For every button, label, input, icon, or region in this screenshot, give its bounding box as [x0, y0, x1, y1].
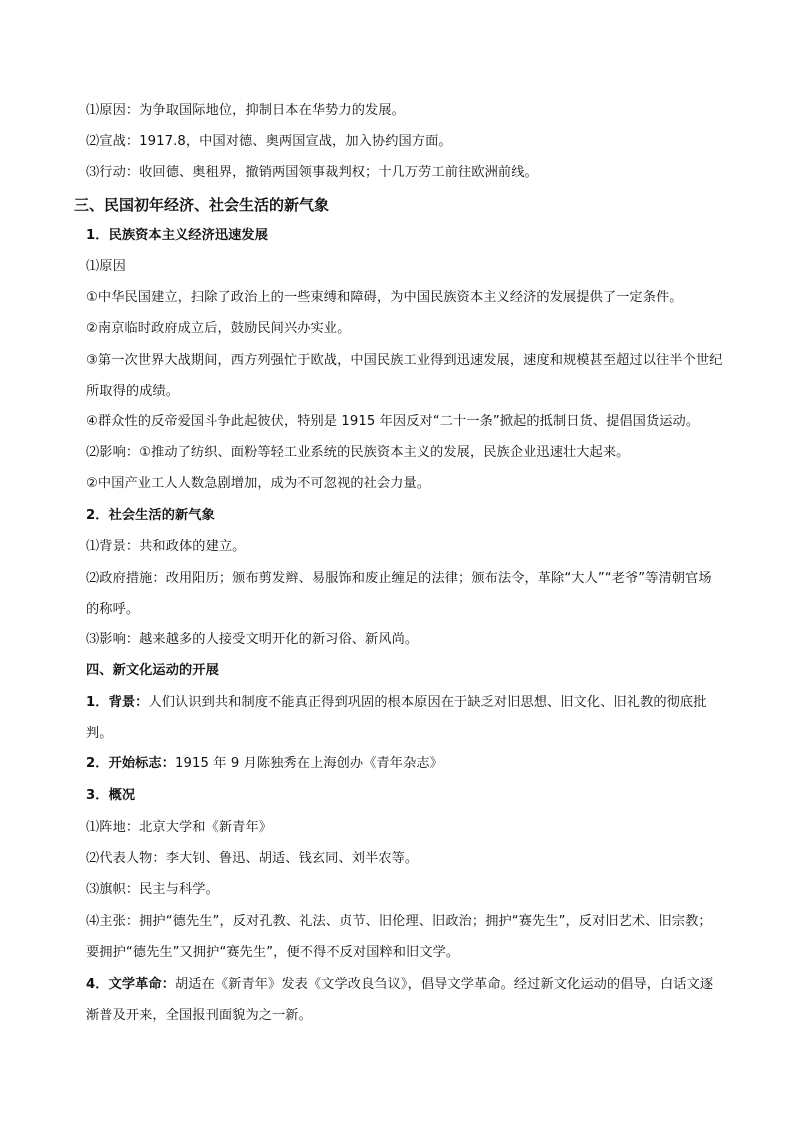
paragraph-cause-3: ③第一次世界大战期间，西方列强忙于欧战，中国民族工业得到迅速发展，速度和规模甚至超过以往半个世纪所取得的成绩。: [86, 353, 723, 399]
section-heading-3: 三、民国初年经济、社会生活的新气象: [74, 196, 330, 214]
paragraph-literary-revolution: [86, 969, 724, 1031]
label-background: 1．背景：: [86, 695, 149, 710]
paragraph-declaration: ⑵宣战：1917.8，中国对德、奥两国宣战，加入协约国方面。: [86, 134, 452, 149]
section-heading-4: 四、新文化运动的开展: [86, 663, 219, 678]
paragraph-effect: ⑶影响：越来越多的人接受文明开化的新习俗、新风尚。: [86, 632, 419, 647]
subheading-2: 2．社会生活的新气象: [86, 508, 215, 523]
paragraph-cause: ⑴原因: [86, 259, 126, 274]
text-background: 人们认识到共和制度不能真正得到巩固的根本原因在于缺乏对旧思想、旧文化、旧礼教的彻底批判。: [86, 695, 707, 741]
paragraph-nc-background: [86, 687, 724, 749]
subheading-1: 1．民族资本主义经济迅速发展: [86, 228, 269, 243]
paragraph-banner: ⑶旗帜：民主与科学。: [86, 882, 219, 897]
paragraph-impact: ⑵影响：①推动了纺织、面粉等轻工业系统的民族资本主义的发展，民族企业迅速壮大起来。: [86, 445, 630, 460]
paragraph-base: ⑴阵地：北京大学和《新青年》: [86, 820, 273, 835]
paragraph-reason: ⑴原因：为争取国际地位，抑制日本在华势力的发展。: [86, 103, 405, 118]
paragraph-measures: ⑵政府措施：改用阳历；颁布剪发辫、易服饰和废止缠足的法律；颁布法令，革除“大人”“老爷”等清朝官场的称呼。: [86, 571, 712, 617]
label-literary-revolution: 4．文学革命：: [86, 977, 176, 992]
paragraph-figures: ⑵代表人物：李大钊、鲁迅、胡适、钱玄同、刘半农等。: [86, 851, 419, 866]
paragraph-impact-2: ②中国产业工人人数急剧增加，成为不可忽视的社会力量。: [86, 476, 431, 491]
paragraph-start-mark: [86, 754, 724, 774]
paragraph-claims: ⑷主张：拥护“德先生”，反对孔教、礼法、贞节、旧伦理、旧政治；拥护“赛先生”，反对旧艺术、旧宗教；要拥护“德先生”又拥护“赛先生”，便不得不反对国粹和旧文学。: [86, 914, 712, 960]
text-start-mark: 1915 年 9 月陈独秀在上海创办《青年杂志》: [175, 756, 443, 771]
paragraph-cause-1: ①中华民国建立，扫除了政治上的一些束缚和障碍，为中国民族资本主义经济的发展提供了一定条件。: [86, 290, 683, 305]
paragraph-action: ⑶行动：收回德、奥租界，撤销两国领事裁判权；十几万劳工前往欧洲前线。: [86, 165, 538, 180]
text-literary-revolution: 胡适在《新青年》发表《文学改良刍议》，倡导文学革命。经过新文化运动的倡导，白话文逐渐普及开来，全国报刊面貌为之一新。: [86, 977, 714, 1023]
paragraph-cause-2: ②南京临时政府成立后，鼓励民间兴办实业。: [86, 321, 351, 336]
paragraph-background: ⑴背景：共和政体的建立。: [86, 539, 246, 554]
paragraph-cause-4: ④群众性的反帝爱国斗争此起彼伏，特别是 1915 年因反对“二十一条”掀起的抵制日货、提倡国货运动。: [86, 414, 700, 429]
label-start-mark: 2．开始标志：: [86, 756, 176, 771]
subheading-overview: 3．概况: [86, 788, 136, 803]
